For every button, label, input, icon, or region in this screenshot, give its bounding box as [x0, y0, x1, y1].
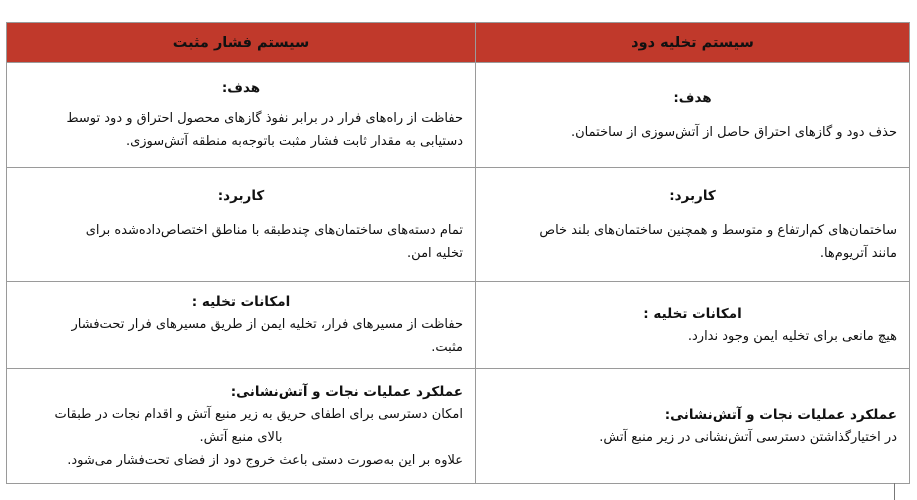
smoke-use-line: ساختمان‌های کم‌ارتفاع و متوسط و همچنین ساختمان‌های بلند خاص	[539, 222, 897, 238]
pressure-evacuation-line: حفاظت از مسیرهای فرار، تخلیه ایمن از طریق مسیرهای فرار تحت‌فشار	[71, 317, 463, 332]
smoke-rescue-line: در اختیارگذاشتن دسترسی آتش‌نشانی در زیر منبع آتش.	[599, 429, 897, 445]
pressure-use-text	[19, 219, 463, 265]
pressure-evacuation-line: مثبت.	[431, 340, 463, 355]
use-row	[7, 168, 910, 282]
smoke-rescue-title: عملکرد عملیات نجات و آتش‌نشانی:	[664, 406, 897, 423]
pressure-use-line: تخلیه امن.	[407, 245, 463, 261]
smoke-goal-title: هدف:	[673, 89, 712, 106]
pressure-goal-title: هدف:	[221, 80, 261, 96]
pressure-evacuation-title: امکانات تخلیه :	[191, 294, 291, 310]
pressure-goal-cell	[7, 63, 476, 168]
pressure-goal-line: دستیابی به مقدار ثابت فشار مثبت باتوجه‌به منطقه آتش‌سوزی.	[125, 134, 463, 149]
pressure-goal-line: حفاظت از راه‌های فرار در برابر نفوذ گازهای محصول احتراق و دود توسط	[66, 111, 463, 126]
smoke-rescue-cell	[476, 369, 910, 484]
rescue-row	[7, 369, 910, 484]
pressure-rescue-line: امکان دسترسی برای اطفای حریق به زیر منبع آتش و اقدام نجات در طبقات	[54, 406, 463, 422]
smoke-goal-text	[488, 121, 897, 144]
pressure-rescue-text	[19, 403, 463, 472]
smoke-use-line: مانند آتریوم‌ها.	[819, 245, 897, 261]
pressure-use-line: تمام دسته‌های ساختمان‌های چندطبقه با مناطق اختصاص‌داده‌شده برای	[85, 222, 463, 238]
smoke-use-cell	[476, 168, 910, 282]
page-edge-divider	[894, 483, 895, 500]
pressure-goal-text	[19, 107, 463, 153]
smoke-use-title: کاربرد:	[669, 187, 716, 204]
pressure-evacuation-cell	[7, 282, 476, 369]
smoke-evacuation-cell	[476, 282, 910, 369]
evacuation-row	[7, 282, 910, 369]
header-positive-pressure: سیستم فشار مثبت	[7, 23, 476, 63]
goal-row	[7, 63, 910, 168]
pressure-rescue-line: علاوه بر این به‌صورت دستی باعث خروج دود از فضای تحت‌فشار می‌شود.	[67, 452, 463, 468]
smoke-evacuation-title: امکانات تخلیه :	[643, 305, 742, 322]
comparison-table	[6, 22, 910, 484]
pressure-evacuation-text	[19, 313, 463, 359]
pressure-rescue-line: بالای منبع آتش.	[199, 429, 283, 445]
pressure-rescue-cell	[7, 369, 476, 484]
header-row	[7, 23, 910, 63]
smoke-evacuation-text	[488, 325, 897, 348]
smoke-goal-cell	[476, 63, 910, 168]
smoke-goal-line: حذف دود و گازهای احتراق حاصل از آتش‌سوزی از ساختمان.	[570, 124, 897, 140]
smoke-use-text	[488, 219, 897, 265]
pressure-use-cell	[7, 168, 476, 282]
smoke-rescue-text	[488, 426, 897, 449]
header-smoke-extraction: سیستم تخلیه دود	[476, 23, 910, 63]
pressure-use-title: کاربرد:	[217, 187, 265, 204]
smoke-evacuation-line: هیچ مانعی برای تخلیه ایمن وجود ندارد.	[687, 328, 897, 344]
pressure-rescue-title: عملکرد عملیات نجات و آتش‌نشانی:	[230, 383, 463, 400]
